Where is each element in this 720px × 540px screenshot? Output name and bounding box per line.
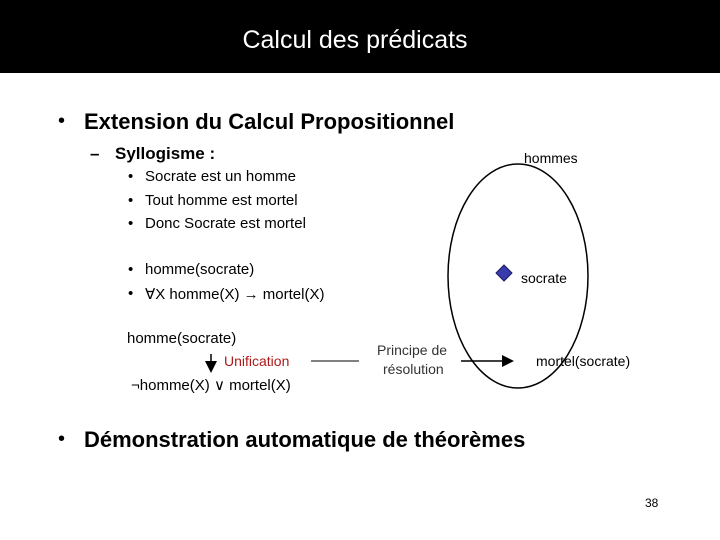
bullet-dot: •: [128, 215, 134, 232]
resolution-premise: homme(socrate): [127, 330, 237, 347]
slide-title: Calcul des prédicats: [242, 26, 468, 54]
syllogism-line-3: Donc Socrate est mortel: [145, 215, 306, 232]
bullet-dot: •: [58, 428, 66, 450]
hommes-set-circle: [448, 164, 588, 388]
sub-bullet-syllogisme: Syllogisme :: [115, 144, 216, 163]
set-label-hommes: hommes: [524, 150, 578, 166]
syllogism-line-2: Tout homme est mortel: [145, 192, 298, 209]
predicate-line-1: homme(socrate): [145, 261, 255, 278]
predicate-line-2: ∀X homme(X) → mortel(X): [145, 286, 325, 303]
bullet-demonstration: Démonstration automatique de théorèmes: [84, 427, 526, 452]
element-label-socrate: socrate: [521, 270, 567, 286]
socrate-diamond-icon: [496, 265, 512, 281]
bullet-dot: •: [128, 168, 134, 185]
resolution-clause: ¬homme(X) ∨ mortel(X): [131, 377, 291, 394]
bullet-dot: •: [58, 110, 66, 132]
syllogism-line-1: Socrate est un homme: [145, 168, 296, 185]
bullet-dot: •: [128, 192, 134, 209]
principle-line-2: résolution: [383, 361, 444, 377]
principle-line-1: Principe de: [377, 342, 448, 358]
sub-bullet-dash: –: [90, 144, 100, 163]
resolution-result: mortel(socrate): [536, 353, 631, 369]
bullet-dot: •: [128, 261, 134, 278]
bullet-dot: •: [128, 285, 134, 302]
unification-label: Unification: [224, 353, 290, 369]
bullet-extension: Extension du Calcul Propositionnel: [84, 109, 455, 134]
page-number: 38: [645, 496, 659, 510]
